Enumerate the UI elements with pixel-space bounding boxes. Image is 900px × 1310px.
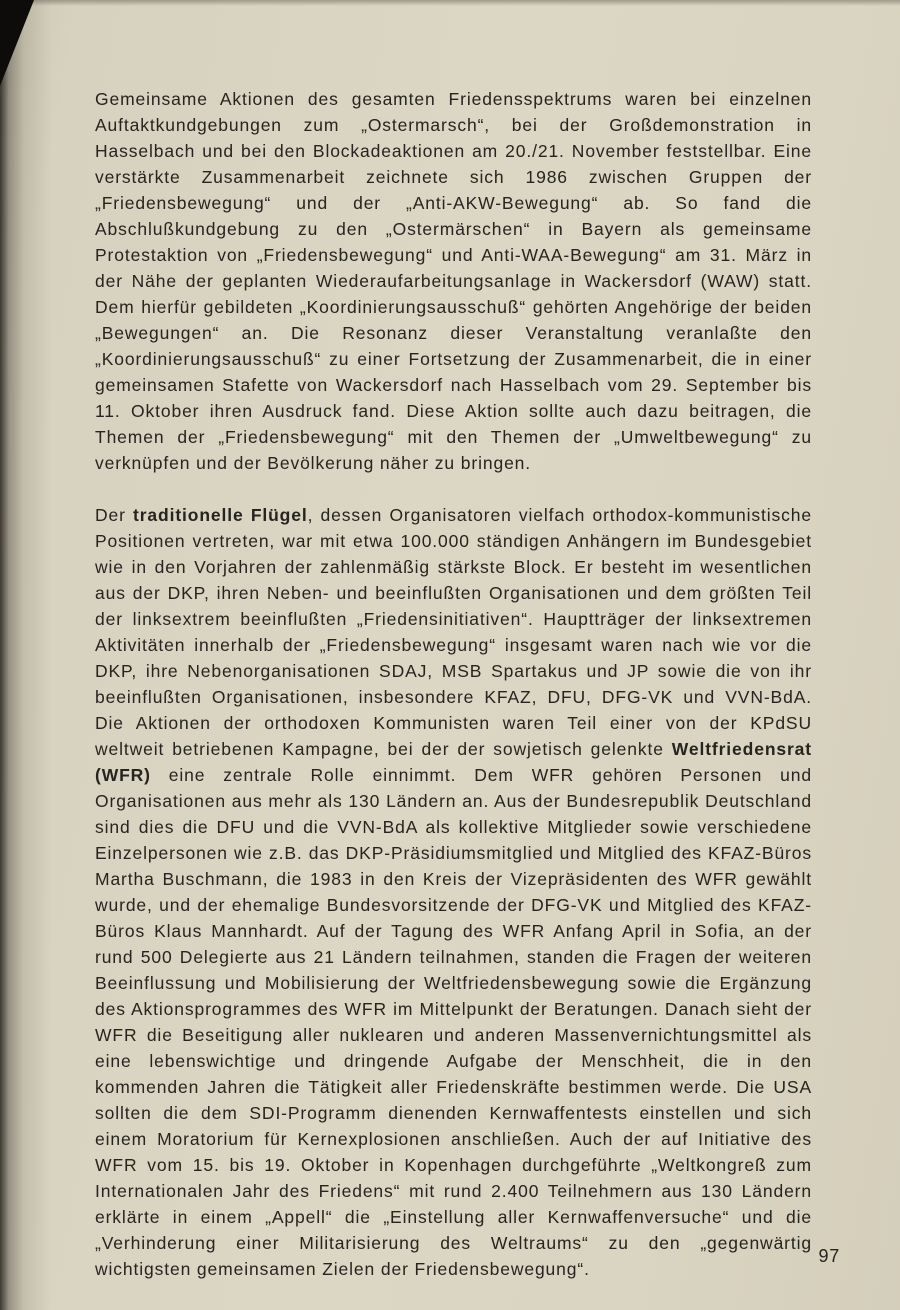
text-segment: eine zentrale Rolle einnimmt. Dem WFR gehören Personen und Organisationen aus mehr als 130 Ländern an. Aus der Bundesrepublik Deutschland sind dies die DFU und die VVN-BdA als kollektive Mitglieder sowie verschiedene Einzelpersonen wie z.B. das DKP-Präsidiumsmitglied und Mitglied des KFAZ-Büros Martha Buschmann, die 1983 in den Kreis der Vizepräsidenten des WFR gewählt wurde, und der ehemalige Bundesvorsitzende der DFG-VK und Mitglied des KFAZ-Büros Klaus Mannhardt. Auf der Tagung des WFR Anfang April in Sofia, an der rund 500 Delegierte aus 21 Ländern teilnahmen, standen die Fragen der weiteren Beeinflussung und Mobilisierung der Weltfriedensbewegung sowie die Ergänzung des Aktionsprogrammes des WFR im Mittelpunkt der Beratungen. Danach sieht der WFR die Beseitigung aller nuklearen und anderen Massenvernichtungsmittel als eine lebenswichtige und dringende Aufgabe der Menschheit, die in den kommenden Jahren die Tätigkeit aller Friedenskräfte bestimmen werde. Die USA sollten die dem SDI-Programm dienenden Kernwaffentests einstellen und sich einem Moratorium für Kernexplosionen anschließen. Auch der auf Initiative des WFR vom 15. bis 19. Oktober in Kopenhagen durchgeführte „Weltkongreß zum Internationalen Jahr des Friedens“ mit rund 2.400 Teilnehmern aus 130 Ländern erklärte in einem „Appell“ die „Einstellung aller Kernwaffenversuche“ und die „Verhinderung einer Militarisierung des Weltraums“ zu den „gegenwärtig wichtigsten gemeinsamen Zielen der Friedensbewegung“. (95, 765, 812, 1279)
paragraph-2 (95, 502, 812, 1282)
text-segment: Der (95, 505, 134, 525)
text-segment-bold-weltfriedensrat: Weltfriedensrat (WFR) (95, 739, 812, 785)
text-segment: Gemeinsame Aktionen des gesamten Friedensspektrums waren bei einzelnen Auftaktkundgebungen zum „Ostermarsch“, bei der Großdemonstration in Hasselbach und bei den Blockadeaktionen am 20./21. November feststellbar. Eine verstärkte Zusammenarbeit zeichnete sich 1986 zwischen Gruppen der „Friedensbewegung“ und der „Anti-AKW-Bewegung“ ab. So fand die Abschlußkundgebung zu den „Ostermärschen“ in Bayern als gemeinsame Protestaktion von „Friedensbewegung“ und Anti-WAA-Bewegung“ am 31. März in der Nähe der geplanten Wiederaufarbeitungsanlage in Wackersdorf (WAW) statt. Dem hierfür gebildeten „Koordinierungsausschuß“ gehörten Angehörige der beiden „Bewegungen“ an. Die Resonanz dieser Veranstaltung veranlaßte den „Koordinierungsausschuß“ zu einer Fortsetzung der Zusammenarbeit, die in einer gemeinsamen Stafette von Wackersdorf nach Hasselbach vom 29. September bis 11. Oktober ihren Ausdruck fand. Diese Aktion sollte auch dazu beitragen, die Themen der „Friedensbewegung“ mit den Themen der „Umweltbewegung“ zu verknüpfen und der Bevölkerung näher zu bringen. (95, 89, 812, 473)
book-binding-shadow (0, 0, 52, 1310)
body-text (95, 86, 812, 1282)
paragraph-1 (95, 86, 812, 476)
page-number: 97 (818, 1246, 840, 1266)
text-segment-bold-traditioneller-fluegel: traditionelle Flügel (133, 505, 308, 525)
scan-top-edge-shadow (0, 0, 900, 6)
text-segment: , dessen Organisatoren vielfach orthodox-kommunistische Positionen vertreten, war mit etwa 100.000 ständigen Anhängern im Bundesgebiet wie in den Vorjahren der zahlenmäßig stärkste Block. Er besteht im wesentlichen aus der DKP, ihren Neben- und beeinflußten Organisationen und dem größten Teil der linksextrem beeinflußten „Friedensinitiativen“. Hauptträger der linksextremen Aktivitäten innerhalb der „Friedensbewegung“ insgesamt waren nach wie vor die DKP, ihre Nebenorganisationen SDAJ, MSB Spartakus und JP sowie die von ihr beeinflußten Organisationen, insbesondere KFAZ, DFU, DFG-VK und VVN-BdA. Die Aktionen der orthodoxen Kommunisten waren Teil einer von der KPdSU weltweit betriebenen Kampagne, bei der der sowjetisch gelenkte (95, 505, 812, 759)
